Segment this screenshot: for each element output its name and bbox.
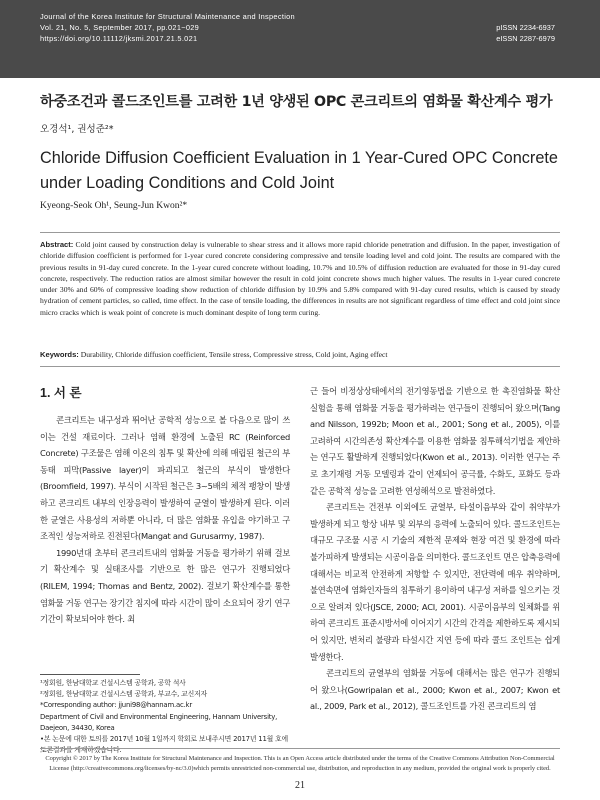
english-title: Chloride Diffusion Coefficient Evaluation in 1 Year-Cured OPC Concrete under Loading Conditions and Cold Joint: [40, 149, 558, 192]
footnote: •본 논문에 대한 토의를 2017년 10월 1일까지 학회로 보내주시면 2017년 11월 호에 토론결과를 게재하겠습니다.: [40, 735, 289, 755]
english-authors: Kyeong-Seok Oh¹, Seung-Jun Kwon²*: [40, 201, 188, 211]
keywords-text: Durability, Chloride diffusion coefficient, Tensile stress, Compressive stress, Cold joint, Aging effect: [80, 350, 388, 359]
footnotes: [40, 678, 292, 756]
paragraph: 콘크리트는 건전부 이외에도 균열부, 타설이음부와 같이 취약부가 발생하게 되고 항상 내부 및 외부의 응력에 노출되어 있다. 콜드조인트는 대규모 구조물 시공 시 기술의 제한적 문제와 현장 여건 및 환경에 따라 불가피하게 발생되는 시공이음을 의미한다. 콜드조인트 면은 압축응력에 대해서는 비교적 안전하게 저항할 수 있지만, 전단력에 매우 취약하며, 불연속면에 염화인자들의 침투하기 용이하여 내구성 저하를 일으키는 것으로 알려져 있다(JSCE, 2000; ACI, 2001). 시공이음부의 일체화를 위하여 콘크리트 표준시방서에 이어지기 시간의 간격을 제한하도록 제시되어 있지만, 변처리 불량과 타설시간 지연 등에 따라 콜드 조인트는 쉽게 발생한다.: [310, 502, 560, 662]
abstract-text: Cold joint caused by construction delay is vulnerable to shear stress and it allows more rapid chloride penetration and diffusion. In the paper, investigation of chloride diffusion coefficient is performed for 1-year cured concrete considering compressive and tensile loading level and cold joint. The results are compared with the previous results in 91-day cured concrete. In the 1-year cured concrete without loading, 10.7% and 10.5% of diffusion reduction are evaluated for those in 91-day cured concrete, respectively. The reduction ratios are almost similar however the result in cold joint concrete shows much higher values. The results in 1-year cured concrete under 30% and 60% of compressive loading show reduction of chloride diffusion by 10.9% and 5.8% compared with 91-day cured results, which is caused by steady hydration of cement particles, so called, time effect. In the case of tensile loading, the differences in results are not significant regardless of time effect and cold joint since micro cracks which is weak point of concrete is much dominant despite of long term curing.: [40, 240, 561, 317]
abstract-label: Abstract:: [40, 240, 74, 249]
keywords: [40, 349, 560, 360]
divider: [40, 232, 560, 233]
footnote: Department of Civil and Environmental Engineering, Hannam University, Daejeon, 34430, Korea: [40, 712, 278, 732]
paragraph: 근 들어 비정상상태에서의 전기영동법을 기반으로 한 촉진염화물 확산 실험을 통해 염화물 거동을 평가하려는 연구들이 진행되어 왔으며(Tang and Nilsson, 1992b; Moon et al., 2001; Song et al., 2005), 이를 고려하여 시간의존성 확산계수를 이용한 염화물 침투해석기법을 제안하는 연구도 활발하게 진행되었다(Kwon et al., 2013). 이러한 연구는 주로 초기재령 거동 모델링과 같이 언제되어 공극률, 수화도, 포화도 등과 같은 공학적 성능을 고려한 연성해석으로 발전하였다.: [310, 386, 560, 496]
keywords-label: Keywords:: [40, 350, 79, 359]
abstract: [40, 239, 560, 318]
paragraph: 1990년대 초부터 콘크리트내의 염화물 거동을 평가하기 위해 걸보기 확산계수 및 실태조사를 기반으로 한 많은 연구가 진행되었다(RILEM, 1994; Thomas and Bentz, 2002). 걸보기 확산계수를 통한 염화물 거동 연구는 장기간 침지에 따라 시간이 많이 소요되어 장기 연구 기간이 확보되어야 한다. 최: [40, 547, 290, 625]
page-number: 21: [295, 780, 305, 791]
doi-link[interactable]: https://doi.org/10.11112/jksmi.2017.21.5.021: [40, 34, 198, 43]
paragraph: 콘크리트는 내구성과 뛰어난 공학적 성능으로 볼 다음으로 많이 쓰이는 건설 재료이다. 그러나 염해 환경에 노출된 RC (Reinforced Concrete) 구조물은 염해 이온의 침투 및 확산에 의해 매립된 철근의 부동태 피막(Passive layer)이 파괴되고 철근의 부식이 발생한다(Broomfield, 1997). 부식이 시작된 철근은 3~5배의 체적 팽창이 발생하고 콘크리트 내부의 인장응력이 발생하여 균열이 발생하게 된다. 이러한 균열은 사용성의 저하뿐 아니라, 더 많은 염화물 유입을 야기하고 구조적인 성능저하로 진전된다(Mangat and Gurusarmy, 1987).: [40, 415, 290, 542]
divider: [40, 748, 560, 749]
left-column: [40, 412, 290, 628]
korean-title: 하중조건과 콜드조인트를 고려한 1년 양생된 OPC 콘크리트의 염화물 확산계수 평가: [40, 94, 553, 110]
right-column: [310, 383, 560, 715]
journal-name: Journal of the Korea Institute for Structural Maintenance and Inspection: [40, 12, 295, 21]
eissn: eISSN 2287-6979: [496, 34, 555, 43]
pissn: pISSN 2234-6937: [496, 23, 555, 32]
footnote: ²정회원, 한남대학교 건설시스템 공학과, 부교수, 교신저자: [40, 690, 207, 699]
volume-info: Vol. 21, No. 5, September 2017, pp.021~029: [40, 23, 200, 32]
paragraph: 콘크리트의 균열부의 염화물 거동에 대해서는 많은 연구가 진행되어 왔으나(Gowripalan et al., 2000; Kwon et al., 2007; Kwon et al., 2009, Park et al., 2012), 콜드조인트를 가진 콘크리트의 염: [310, 668, 560, 712]
footnote-divider: [40, 674, 140, 675]
section-heading-introduction: 1. 서 론: [40, 386, 82, 400]
korean-authors: 오경석¹, 권성준²*: [40, 124, 114, 135]
footnote: ¹정회원, 한남대학교 건설시스템 공학과, 공학 석사: [40, 679, 186, 687]
divider: [40, 366, 560, 367]
copyright-notice: Copyright © 2017 by The Korea Institute for Structural Maintenance and Inspection. This is an Open Access article distributed under the terms of the Creative Commons Attribution Non-Commercial License (http://creativecommons.org/licenses/by-nc/3.0)which permits unrestricted non-commercial use, distribution, and reproduction in any medium, provided the original work is properly cited.: [45, 755, 555, 772]
footnote: *Corresponding author: jjuni98@hannam.ac.kr: [40, 701, 192, 710]
issn-block: [496, 22, 555, 44]
journal-header-bar: [0, 0, 600, 78]
journal-info: [40, 11, 295, 44]
